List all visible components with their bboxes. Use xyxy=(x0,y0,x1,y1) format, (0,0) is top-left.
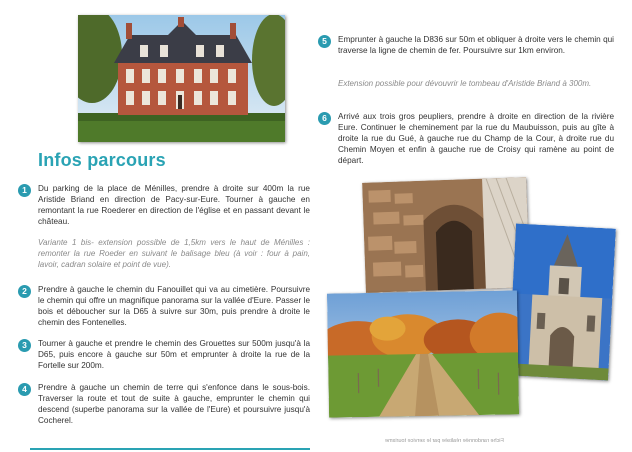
step-text-2: Prendre à gauche le chemin du Fanouillet qui va au cimetière. Poursuivre le chemin qui offre un magnifique panorama sur la vallée d'Eure. Passer le bois et déboucher sur la D65 à suivre sur 30m, puis prendre à droite le chemin des Fontenelles. xyxy=(38,285,310,327)
mirrored-footer-text: Fiche randonnée réalisée par le service tourisme xyxy=(385,438,504,444)
step-number-5: 5 xyxy=(318,35,331,48)
step-text-1: Du parking de la place de Ménilles, prendre à droite sur 400m la rue Aristide Briand en direction de Pacy-sur-Eure. Tourner à gauche en remontant la rue Roederer en direction de l'église et en passant devant le château. xyxy=(38,184,310,226)
chateau-photo xyxy=(78,15,285,142)
step-number-1: 1 xyxy=(18,184,31,197)
stone-oven-photo xyxy=(362,177,530,293)
step-text-5: Emprunter à gauche la D836 sur 50m et obliquer à droite vers le chemin qui traverse la ligne de chemin de fer. Poursuivre sur 1km environ. xyxy=(338,35,614,55)
step-2 xyxy=(18,284,310,328)
extension-note: Extension possible pour dévouvrir le tombeau d'Aristide Briand à 300m. xyxy=(338,79,592,88)
step-number-4: 4 xyxy=(18,383,31,396)
step-text-6: Arrivé aux trois gros peupliers, prendre à droite en direction de la rivière Eure. Continuer le cheminement par la rue du Maubuisson, puis au gîte à droite la rue du Gué, à gauche rue du Champ de la Cour, à droite rue du Chemin Moyen et enfin à gauche rue de Croisy qui ramène au point de départ. xyxy=(338,112,614,165)
autumn-path-photo xyxy=(327,290,519,417)
step-number-6: 6 xyxy=(318,112,331,125)
step-6 xyxy=(318,111,614,166)
step-number-2: 2 xyxy=(18,285,31,298)
step-number-3: 3 xyxy=(18,339,31,352)
step-4 xyxy=(18,382,310,426)
step-text-4: Prendre à gauche un chemin de terre qui s'enfonce dans le sous-bois. Traverser la route et tout de suite à gauche, emprunter le chemin qui descend (superbe panorama sur la vallée de l'Eure) et poursuivre jusqu'à Cocherel. xyxy=(38,383,310,425)
step-text-3: Tourner à gauche et prendre le chemin des Grouettes sur 500m jusqu'à la D65, puis encore à gauche sur 50m et emprunter à droite la rue de la Fortelle sur 200m. xyxy=(38,339,310,370)
step-1 xyxy=(18,183,310,227)
church-photo xyxy=(508,223,616,380)
step-5 xyxy=(318,34,614,56)
page-title: Infos parcours xyxy=(38,150,166,170)
bottom-accent-bar xyxy=(30,448,310,450)
variant-bis-note: Variante 1 bis- extension possible de 1,5km vers le haut de Ménilles : remonter la rue Roeder en suivant le balisage bleu (à voir : four à pain, lavoir, cadran solaire et point de vue). xyxy=(38,238,310,269)
step-3 xyxy=(18,338,310,371)
